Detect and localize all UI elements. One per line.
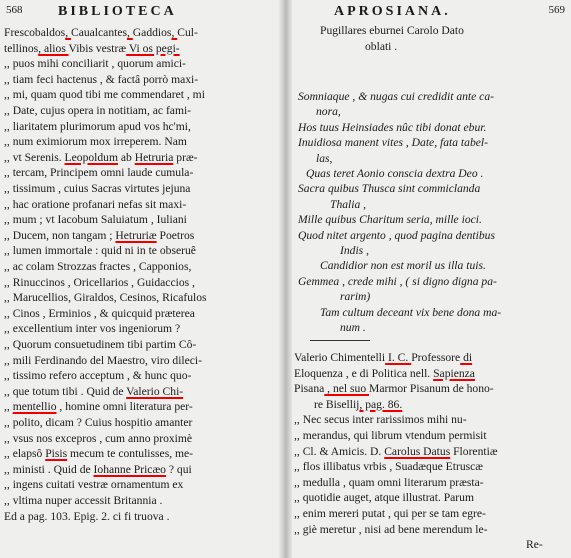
text-span: Ed a pag. 103. Epig. 2. ci fi truova . xyxy=(4,509,170,523)
poem-line xyxy=(298,273,497,291)
left-running-title: BIBLIOTECA xyxy=(58,4,177,19)
underlined-name: I. C. xyxy=(385,351,412,364)
text-span: ,, lumen immortale : quid ni in te obseruê xyxy=(4,244,196,258)
underlined-name: Hetruriæ xyxy=(115,228,157,242)
left-page xyxy=(0,0,280,558)
text-span: Hos tuus Heinsiades nûc tibi donat ebur. xyxy=(298,120,487,134)
text-span: Pisana xyxy=(294,382,325,396)
text-span: ,, giè meretur , nisi ad bene merendum le- xyxy=(294,522,488,536)
text-span: ,, elapsô xyxy=(4,447,46,461)
poem-heading-line-1: Pugillares eburnei Carolo Dato xyxy=(320,24,464,37)
text-span: ,, vt Serenis. xyxy=(4,150,65,164)
underlined-name: , alios xyxy=(38,41,69,55)
text-span: , homine omni literatura per- xyxy=(56,400,193,414)
right-page-header xyxy=(296,4,565,22)
text-span: rarim) xyxy=(340,290,371,304)
text-span: ,, mi, quam quod tibi me commendaret , mi xyxy=(4,88,205,102)
text-span: Sacra quibus Thusca sint commiclanda xyxy=(298,182,481,196)
text-span: Thalia , xyxy=(330,197,367,211)
text-span: Re- xyxy=(526,538,543,552)
underlined-name: Leopoldum xyxy=(64,150,118,164)
section-divider xyxy=(310,340,370,341)
left-page-number: 568 xyxy=(6,4,23,16)
text-span: ,, ac colam Strozzas fractes , Capponios, xyxy=(4,260,192,273)
text-span: ,, polito, dicam ? Cuius hospitio amanter xyxy=(4,416,193,429)
text-span: ,, puos mihi conciliarit , quorum amici- xyxy=(4,57,186,71)
text-span: ,, ingens cuitati vestræ ornamentum ex xyxy=(4,478,184,492)
text-span: ? qui xyxy=(165,462,192,476)
text-span: ,, Cl. & Amicis. D. xyxy=(294,444,385,458)
text-span: num . xyxy=(340,321,366,334)
text-span: tellinos xyxy=(4,41,39,55)
text-span: Florentiæ xyxy=(450,444,498,458)
text-span: ,, Quorum consuetudinem tibi partim Cô- xyxy=(4,338,197,351)
text-span: ,, mum ; vt Iacobum Saluiatum , Iuliani xyxy=(4,213,187,227)
text-span: ,, flos illibatus vrbis , Suadæque Etruscæ xyxy=(294,460,484,474)
text-span: Professore xyxy=(411,351,461,364)
poem-line xyxy=(298,227,495,245)
text-span: Frescobaldos xyxy=(4,26,66,39)
text-span: ,, Marucellios, Giraldos, Cesinos, Ricafulos xyxy=(4,291,207,305)
text-span: ,, hac oratione profanari nefas sit maxi- xyxy=(4,197,187,211)
left-page-header xyxy=(6,4,274,22)
text-span: ab xyxy=(118,150,135,164)
underlined-name: Hetruria xyxy=(134,150,174,164)
text-span: ,, Ducem, non tangam ; xyxy=(4,228,116,242)
text-span: Indis , xyxy=(340,244,369,257)
text-span: ,, merandus, qui librum vtendum permisit xyxy=(294,429,487,442)
text-span: ,, tissimum , cuius Sacras virtutes jejuna xyxy=(4,182,191,195)
text-span: Quas teret Aonio conscia dextra Deo . xyxy=(306,167,484,180)
text-span: ,, Cinos , Erminios , & quicquid præterea xyxy=(4,306,195,320)
text-span: mecum te contulisses, me- xyxy=(67,447,194,461)
text-span: Marmor Pisanum de hono- xyxy=(369,382,494,396)
underlined-name: di xyxy=(460,351,473,364)
text-span: nora, xyxy=(316,105,341,119)
bio-text-line xyxy=(294,521,487,539)
text-span: Gaddios xyxy=(132,26,172,39)
underlined-name: , xyxy=(65,26,71,39)
text-span: las, xyxy=(316,151,333,165)
text-span: ,, tercam, Principem omni laude cumula- xyxy=(4,166,194,180)
text-span: ,, enim mereri putat , qui per se tam egre- xyxy=(294,507,486,520)
underlined-name: Carolus Datus xyxy=(384,444,451,458)
left-text-line xyxy=(4,508,170,526)
right-running-title: APROSIANA. xyxy=(334,4,451,19)
text-span: ,, vltima nuper accessit Britannia . xyxy=(4,494,163,507)
text-span: ,, num eximiorum mox irreperem. Nam xyxy=(4,135,187,149)
underlined-name: mentellio xyxy=(12,400,57,414)
underlined-name: , pag. 86. xyxy=(359,397,403,411)
text-span: ,, mili Ferdinando del Maestro, viro dileci- xyxy=(4,353,203,367)
text-span: Gemmea , crede mihi , ( si digno digna pa- xyxy=(298,274,497,288)
text-span: ,, Rinuccinos , Oricellarios , Guidaccios , xyxy=(4,275,195,289)
underlined-name: Sapienza xyxy=(433,366,475,380)
text-span: ,, tissimo refero acceptum , & hunc quo- xyxy=(4,369,192,383)
bio-text-line xyxy=(526,536,543,554)
text-span: ,, excellentium inter vos ingeniorum ? xyxy=(4,322,181,336)
text-span: Mille quibus Charitum seria, mille ioci. xyxy=(298,213,482,227)
right-page xyxy=(290,0,571,558)
text-span: ,, ministi . Quid de xyxy=(4,462,94,476)
text-span: ,, Nec secus inter rarissimos mihi nu- xyxy=(294,413,467,427)
text-span: Candidior non est moril us illa tuis. xyxy=(320,259,486,273)
text-span: ,, medulla , quam omni literarum præsta- xyxy=(294,475,484,489)
text-span: Poetros xyxy=(156,228,195,242)
text-span: Somniaque , & nugas cui credidit ante ca- xyxy=(298,90,494,103)
text-span: ,, liaritatem plurimorum apud vos hc'mi, xyxy=(4,119,191,133)
text-span: Inuidiosa manent vites , Date, fata tabel- xyxy=(298,136,488,150)
underlined-name: Pisis xyxy=(45,447,68,461)
text-span: ,, Date, cujus opera in notitiam, ac fami- xyxy=(4,104,192,117)
text-span: Valerio Chimentelli xyxy=(294,351,386,364)
text-span: præ- xyxy=(173,150,198,164)
underlined-name: , xyxy=(171,26,178,39)
underlined-name: Valerio Chi- xyxy=(126,384,184,398)
text-span: ,, quotidie auget, atque illustrat. Parum xyxy=(294,491,474,505)
text-span: Tam cultum deceant vix bene dona ma- xyxy=(320,305,502,319)
text-span: ,, que totum tibi . Quid de xyxy=(4,384,127,398)
right-page-number: 569 xyxy=(548,4,565,16)
poem-heading-line-2: oblati . xyxy=(365,40,398,53)
underlined-name: , nel suo xyxy=(324,382,370,396)
text-span: Quod nitet argento , quod pagina dentibus xyxy=(298,228,495,242)
underlined-name: Iohanne Pricæo xyxy=(93,462,166,476)
underlined-name: Vi os pegi- xyxy=(126,41,180,55)
poem-line xyxy=(298,180,480,198)
poem-line xyxy=(340,319,366,337)
text-span: Vibis vestræ xyxy=(68,41,127,55)
text-span: Cul- xyxy=(177,26,198,39)
text-span: Caualcantes xyxy=(70,26,127,39)
text-span: ,, vsus nos excepros , cum anno proximè xyxy=(4,431,193,445)
text-span: re Bisellij xyxy=(314,397,360,411)
underlined-name: , xyxy=(127,26,133,39)
text-span: ,, xyxy=(4,400,13,414)
text-span: ,, tiam feci hactenus , & factâ porrò maxi- xyxy=(4,72,199,86)
text-span: Eloquenza , e di Politica nell. xyxy=(294,366,434,380)
